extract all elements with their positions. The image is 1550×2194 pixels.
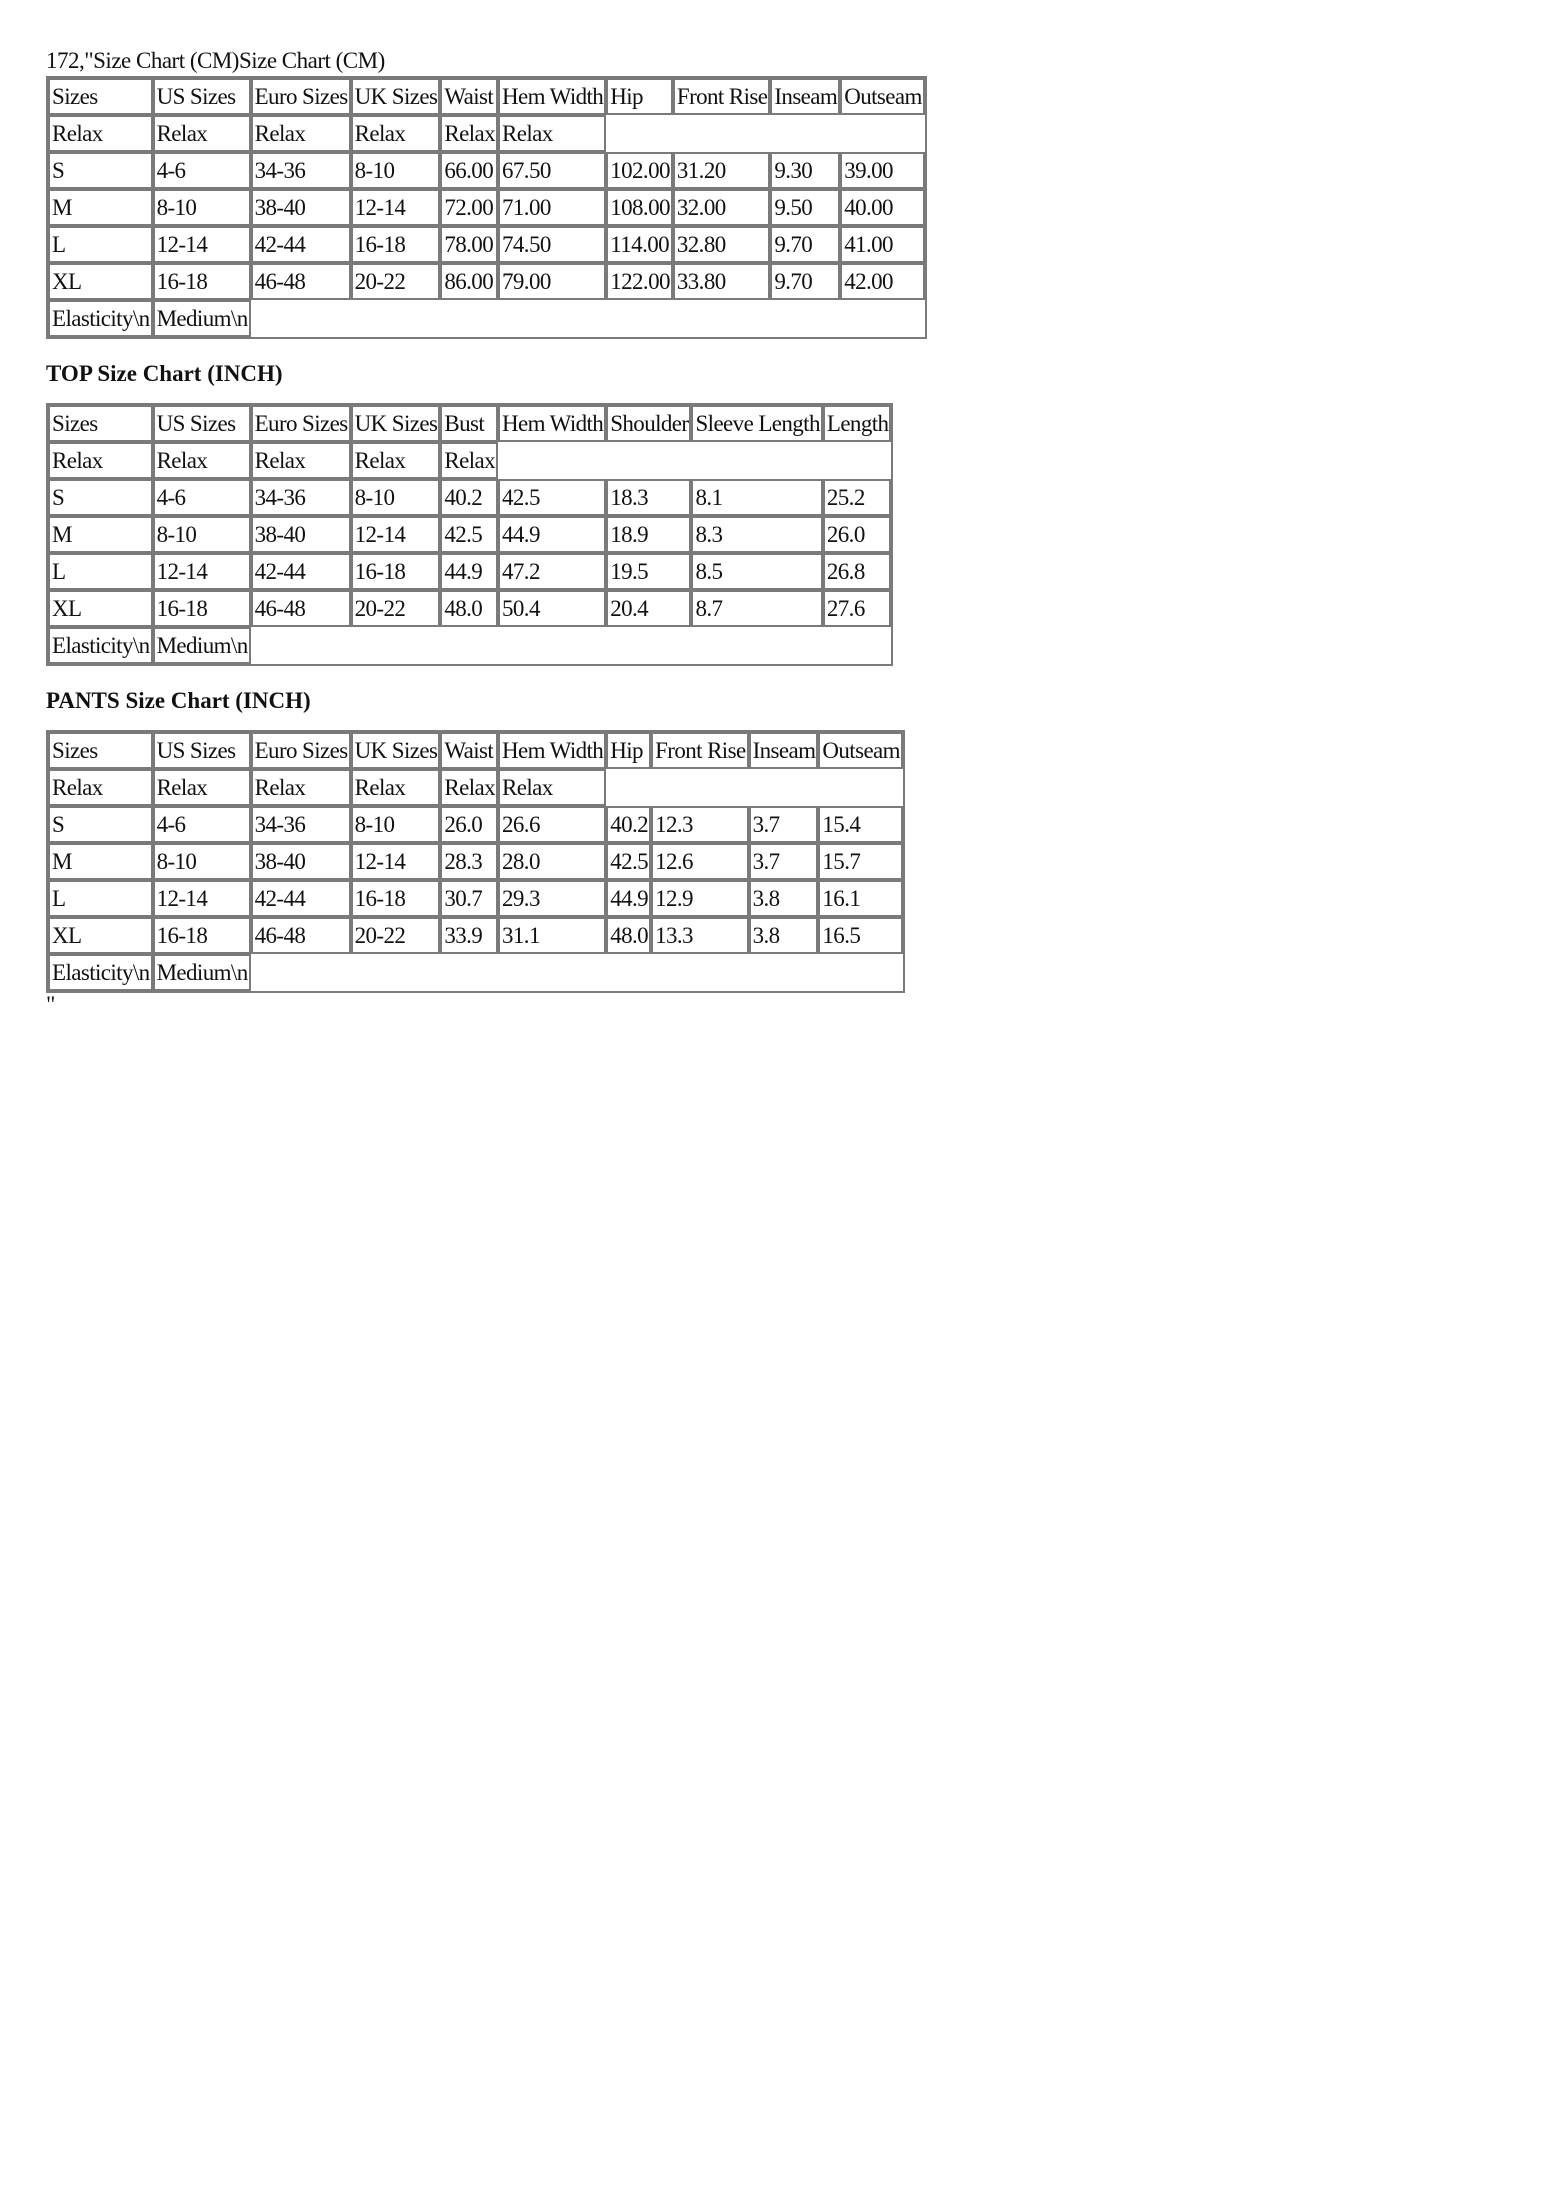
column-header: US Sizes bbox=[153, 78, 251, 115]
table-cell: 40.2 bbox=[606, 806, 651, 843]
table-cell: 48.0 bbox=[606, 917, 651, 954]
table-cell: Relax bbox=[251, 442, 351, 479]
table-cell: Relax bbox=[251, 769, 351, 806]
column-header: Hem Width bbox=[498, 78, 606, 115]
table-cell: 32.80 bbox=[673, 226, 770, 263]
table-cell: 74.50 bbox=[498, 226, 606, 263]
table-cell: 44.9 bbox=[440, 553, 498, 590]
table-cell: 33.80 bbox=[673, 263, 770, 300]
table-cell: 16.5 bbox=[818, 917, 903, 954]
column-header: Inseam bbox=[770, 78, 840, 115]
table-cell: 4-6 bbox=[153, 806, 251, 843]
table-cell: 20-22 bbox=[351, 590, 441, 627]
empty-cell bbox=[840, 300, 925, 337]
table-cell: 16-18 bbox=[351, 553, 441, 590]
table-cell: 3.7 bbox=[749, 843, 819, 880]
column-header: Euro Sizes bbox=[251, 732, 351, 769]
table-cell: 42-44 bbox=[251, 553, 351, 590]
table-header-row bbox=[48, 78, 925, 115]
size-charts bbox=[46, 76, 927, 993]
table-cell: 8-10 bbox=[153, 843, 251, 880]
column-header: Outseam bbox=[840, 78, 925, 115]
column-header: Outseam bbox=[818, 732, 903, 769]
table-cell: 15.4 bbox=[818, 806, 903, 843]
table-cell: 42.5 bbox=[440, 516, 498, 553]
table-cell: 3.8 bbox=[749, 917, 819, 954]
table-cell: M bbox=[48, 843, 153, 880]
column-header: Shoulder bbox=[606, 405, 691, 442]
table-header-row bbox=[48, 732, 903, 769]
table-cell: 26.0 bbox=[440, 806, 498, 843]
column-header: Euro Sizes bbox=[251, 405, 351, 442]
table-cell: Medium\n bbox=[153, 954, 251, 991]
table-cell: 72.00 bbox=[440, 189, 498, 226]
column-header: Hem Width bbox=[498, 732, 606, 769]
table-cell: 9.50 bbox=[770, 189, 840, 226]
table-cell: 39.00 bbox=[840, 152, 925, 189]
table-cell: Relax bbox=[48, 769, 153, 806]
empty-cell bbox=[749, 954, 819, 991]
table-cell: 40.00 bbox=[840, 189, 925, 226]
table-cell: 18.9 bbox=[606, 516, 691, 553]
table-cell: 12-14 bbox=[153, 226, 251, 263]
table-row bbox=[48, 917, 903, 954]
table-row bbox=[48, 442, 891, 479]
size-table bbox=[46, 730, 905, 993]
column-header: Sizes bbox=[48, 732, 153, 769]
table-cell: 16-18 bbox=[153, 590, 251, 627]
table-cell: 18.3 bbox=[606, 479, 691, 516]
empty-cell bbox=[606, 627, 691, 664]
table-cell: 46-48 bbox=[251, 263, 351, 300]
table-cell: 50.4 bbox=[498, 590, 606, 627]
table-cell: 67.50 bbox=[498, 152, 606, 189]
table-row bbox=[48, 226, 925, 263]
column-header: Euro Sizes bbox=[251, 78, 351, 115]
table-cell: 3.8 bbox=[749, 880, 819, 917]
table-cell: 44.9 bbox=[606, 880, 651, 917]
column-header: Length bbox=[823, 405, 892, 442]
table-cell: Elasticity\n bbox=[48, 627, 153, 664]
table-cell: XL bbox=[48, 917, 153, 954]
table-cell: 16-18 bbox=[351, 880, 441, 917]
table-row bbox=[48, 263, 925, 300]
table-cell: 8-10 bbox=[351, 152, 441, 189]
table-cell: L bbox=[48, 880, 153, 917]
empty-cell bbox=[691, 442, 822, 479]
empty-cell bbox=[606, 954, 651, 991]
table-cell: 9.70 bbox=[770, 263, 840, 300]
column-header: Hem Width bbox=[498, 405, 606, 442]
column-header: Sizes bbox=[48, 78, 153, 115]
table-cell: 66.00 bbox=[440, 152, 498, 189]
column-header: Bust bbox=[440, 405, 498, 442]
document-page bbox=[46, 46, 927, 1017]
table-cell: 4-6 bbox=[153, 152, 251, 189]
column-header: Waist bbox=[440, 78, 498, 115]
table-cell: 102.00 bbox=[606, 152, 673, 189]
size-table bbox=[46, 403, 893, 666]
table-row bbox=[48, 553, 891, 590]
empty-cell bbox=[651, 954, 748, 991]
table-cell: 16-18 bbox=[351, 226, 441, 263]
table-cell: 16.1 bbox=[818, 880, 903, 917]
table-cell: Relax bbox=[351, 442, 441, 479]
column-header: UK Sizes bbox=[351, 78, 441, 115]
table-cell: 42-44 bbox=[251, 880, 351, 917]
table-header-row bbox=[48, 405, 891, 442]
table-cell: 12-14 bbox=[153, 880, 251, 917]
table-cell: XL bbox=[48, 590, 153, 627]
size-chart-title: PANTS Size Chart (INCH) bbox=[46, 688, 311, 713]
table-cell: 32.00 bbox=[673, 189, 770, 226]
empty-cell bbox=[440, 627, 498, 664]
table-cell: Relax bbox=[498, 115, 606, 152]
table-cell: Elasticity\n bbox=[48, 300, 153, 337]
empty-cell bbox=[673, 300, 770, 337]
size-chart-top-inch bbox=[46, 359, 927, 666]
table-cell: 9.70 bbox=[770, 226, 840, 263]
empty-cell bbox=[749, 769, 819, 806]
table-cell: 8.5 bbox=[691, 553, 822, 590]
empty-cell bbox=[440, 300, 498, 337]
empty-cell bbox=[651, 769, 748, 806]
size-chart-pants-inch bbox=[46, 686, 927, 993]
table-cell: 12.6 bbox=[651, 843, 748, 880]
empty-cell bbox=[673, 115, 770, 152]
table-row bbox=[48, 152, 925, 189]
table-cell: XL bbox=[48, 263, 153, 300]
table-row bbox=[48, 627, 891, 664]
empty-cell bbox=[498, 300, 606, 337]
table-cell: L bbox=[48, 226, 153, 263]
table-cell: 33.9 bbox=[440, 917, 498, 954]
table-cell: 30.7 bbox=[440, 880, 498, 917]
table-cell: Relax bbox=[440, 769, 498, 806]
table-cell: L bbox=[48, 553, 153, 590]
column-header: US Sizes bbox=[153, 732, 251, 769]
table-cell: 114.00 bbox=[606, 226, 673, 263]
table-cell: Medium\n bbox=[153, 627, 251, 664]
table-cell: 8-10 bbox=[153, 189, 251, 226]
table-cell: 8.7 bbox=[691, 590, 822, 627]
table-cell: Relax bbox=[440, 115, 498, 152]
column-header: Front Rise bbox=[651, 732, 748, 769]
table-cell: Relax bbox=[153, 115, 251, 152]
size-chart-cm bbox=[46, 76, 927, 339]
table-cell: 12-14 bbox=[153, 553, 251, 590]
table-cell: Relax bbox=[251, 115, 351, 152]
table-cell: Relax bbox=[153, 442, 251, 479]
table-cell: M bbox=[48, 516, 153, 553]
table-cell: 12-14 bbox=[351, 843, 441, 880]
table-cell: S bbox=[48, 479, 153, 516]
table-cell: 25.2 bbox=[823, 479, 892, 516]
table-cell: Relax bbox=[153, 769, 251, 806]
column-header: UK Sizes bbox=[351, 732, 441, 769]
table-cell: 19.5 bbox=[606, 553, 691, 590]
empty-cell bbox=[606, 442, 691, 479]
table-cell: 16-18 bbox=[153, 917, 251, 954]
table-cell: 9.30 bbox=[770, 152, 840, 189]
table-cell: 31.1 bbox=[498, 917, 606, 954]
table-cell: 38-40 bbox=[251, 189, 351, 226]
empty-cell bbox=[823, 627, 892, 664]
empty-cell bbox=[770, 115, 840, 152]
empty-cell bbox=[251, 954, 351, 991]
table-row bbox=[48, 843, 903, 880]
empty-cell bbox=[351, 954, 441, 991]
table-cell: 15.7 bbox=[818, 843, 903, 880]
empty-cell bbox=[818, 954, 903, 991]
table-row bbox=[48, 479, 891, 516]
table-cell: 78.00 bbox=[440, 226, 498, 263]
table-row bbox=[48, 769, 903, 806]
table-cell: 46-48 bbox=[251, 917, 351, 954]
empty-cell bbox=[606, 300, 673, 337]
table-cell: 8.1 bbox=[691, 479, 822, 516]
empty-cell bbox=[498, 954, 606, 991]
table-cell: 27.6 bbox=[823, 590, 892, 627]
table-row bbox=[48, 516, 891, 553]
table-cell: 12-14 bbox=[351, 516, 441, 553]
table-cell: 79.00 bbox=[498, 263, 606, 300]
table-row bbox=[48, 590, 891, 627]
table-cell: 16-18 bbox=[153, 263, 251, 300]
table-cell: 4-6 bbox=[153, 479, 251, 516]
column-header: Sizes bbox=[48, 405, 153, 442]
table-cell: Medium\n bbox=[153, 300, 251, 337]
empty-cell bbox=[691, 627, 822, 664]
table-cell: 26.6 bbox=[498, 806, 606, 843]
empty-cell bbox=[251, 300, 351, 337]
empty-cell bbox=[440, 954, 498, 991]
table-cell: 13.3 bbox=[651, 917, 748, 954]
table-cell: 12.9 bbox=[651, 880, 748, 917]
empty-cell bbox=[840, 115, 925, 152]
table-cell: Relax bbox=[48, 115, 153, 152]
table-cell: 28.0 bbox=[498, 843, 606, 880]
table-cell: 8-10 bbox=[351, 479, 441, 516]
column-header: Hip bbox=[606, 732, 651, 769]
table-cell: Relax bbox=[351, 769, 441, 806]
empty-cell bbox=[251, 627, 351, 664]
table-cell: M bbox=[48, 189, 153, 226]
document-header: 172,"Size Chart (CM)Size Chart (CM) bbox=[46, 48, 385, 73]
table-cell: 42.5 bbox=[498, 479, 606, 516]
table-cell: 34-36 bbox=[251, 152, 351, 189]
empty-cell bbox=[606, 769, 651, 806]
table-cell: 86.00 bbox=[440, 263, 498, 300]
column-header: Waist bbox=[440, 732, 498, 769]
table-cell: 122.00 bbox=[606, 263, 673, 300]
table-cell: Relax bbox=[498, 769, 606, 806]
table-cell: Relax bbox=[48, 442, 153, 479]
column-header: Inseam bbox=[749, 732, 819, 769]
table-cell: 40.2 bbox=[440, 479, 498, 516]
table-cell: 108.00 bbox=[606, 189, 673, 226]
table-cell: 46-48 bbox=[251, 590, 351, 627]
table-cell: 8.3 bbox=[691, 516, 822, 553]
empty-cell bbox=[498, 442, 606, 479]
table-cell: 44.9 bbox=[498, 516, 606, 553]
table-cell: 8-10 bbox=[351, 806, 441, 843]
table-cell: 12.3 bbox=[651, 806, 748, 843]
column-header: UK Sizes bbox=[351, 405, 441, 442]
table-cell: 20.4 bbox=[606, 590, 691, 627]
table-cell: S bbox=[48, 152, 153, 189]
empty-cell bbox=[823, 442, 892, 479]
table-cell: 20-22 bbox=[351, 263, 441, 300]
table-cell: 47.2 bbox=[498, 553, 606, 590]
closing-quote: " bbox=[46, 992, 56, 1017]
table-cell: 38-40 bbox=[251, 843, 351, 880]
table-cell: Relax bbox=[351, 115, 441, 152]
table-row bbox=[48, 189, 925, 226]
column-header: Front Rise bbox=[673, 78, 770, 115]
empty-cell bbox=[351, 627, 441, 664]
table-row bbox=[48, 115, 925, 152]
column-header: Hip bbox=[606, 78, 673, 115]
table-cell: 26.0 bbox=[823, 516, 892, 553]
table-row bbox=[48, 880, 903, 917]
table-cell: 20-22 bbox=[351, 917, 441, 954]
table-cell: 29.3 bbox=[498, 880, 606, 917]
table-cell: 28.3 bbox=[440, 843, 498, 880]
size-table bbox=[46, 76, 927, 339]
table-cell: Elasticity\n bbox=[48, 954, 153, 991]
table-cell: Relax bbox=[440, 442, 498, 479]
table-cell: 42.5 bbox=[606, 843, 651, 880]
empty-cell bbox=[818, 769, 903, 806]
empty-cell bbox=[351, 300, 441, 337]
table-cell: 42-44 bbox=[251, 226, 351, 263]
table-cell: 48.0 bbox=[440, 590, 498, 627]
empty-cell bbox=[498, 627, 606, 664]
table-cell: 71.00 bbox=[498, 189, 606, 226]
size-chart-title: TOP Size Chart (INCH) bbox=[46, 361, 283, 386]
table-cell: 26.8 bbox=[823, 553, 892, 590]
empty-cell bbox=[606, 115, 673, 152]
table-cell: 42.00 bbox=[840, 263, 925, 300]
table-cell: S bbox=[48, 806, 153, 843]
table-cell: 3.7 bbox=[749, 806, 819, 843]
table-cell: 38-40 bbox=[251, 516, 351, 553]
table-row bbox=[48, 954, 903, 991]
table-row bbox=[48, 806, 903, 843]
table-row bbox=[48, 300, 925, 337]
table-cell: 12-14 bbox=[351, 189, 441, 226]
column-header: Sleeve Length bbox=[691, 405, 822, 442]
table-cell: 31.20 bbox=[673, 152, 770, 189]
empty-cell bbox=[770, 300, 840, 337]
table-cell: 34-36 bbox=[251, 806, 351, 843]
table-cell: 8-10 bbox=[153, 516, 251, 553]
table-cell: 34-36 bbox=[251, 479, 351, 516]
column-header: US Sizes bbox=[153, 405, 251, 442]
table-cell: 41.00 bbox=[840, 226, 925, 263]
